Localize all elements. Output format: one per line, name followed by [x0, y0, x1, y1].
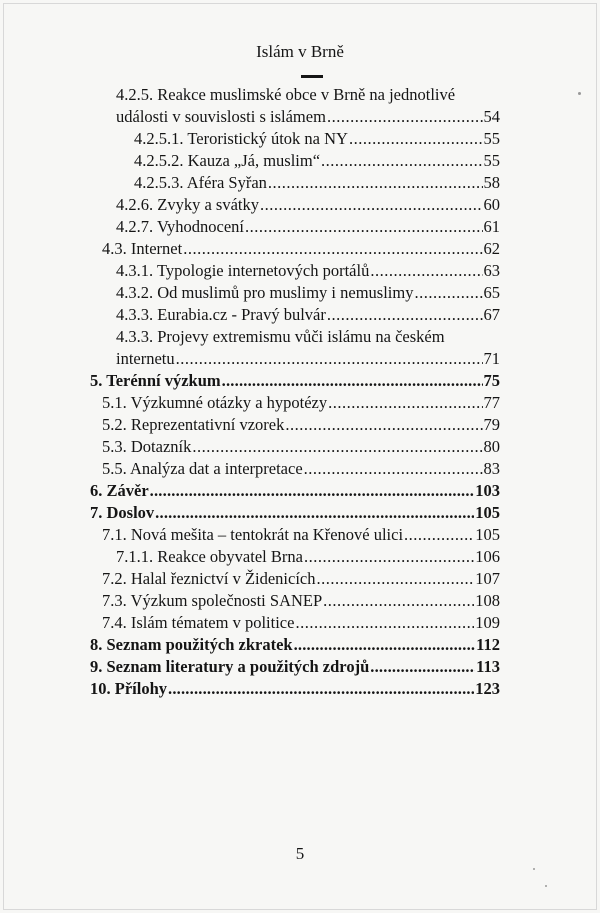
dot-leader: [321, 150, 482, 172]
toc-entry-page: 80: [483, 437, 500, 456]
dot-leader: [295, 612, 474, 634]
toc-entry-title: 4.2.5.1. Teroristický útok na NY: [134, 129, 348, 148]
toc-entry-page: 67: [483, 305, 500, 324]
toc-entry-title: 7.3. Výzkum společnosti SANEP: [102, 591, 323, 610]
dot-leader: [268, 172, 483, 194]
toc-entry-5-2[interactable]: [90, 414, 500, 436]
toc-entry-4-3-3-eurabia[interactable]: [90, 304, 500, 326]
toc-entry-4-2-5-line1: 4.2.5. Reakce muslimské obce v Brně na jednotlivé: [116, 85, 456, 104]
toc-entry-5-5[interactable]: [90, 458, 500, 480]
dot-leader: [155, 502, 474, 524]
toc-entry-page: 65: [483, 283, 500, 302]
toc-entry-page: 79: [483, 415, 500, 434]
dot-leader: [260, 194, 483, 216]
scan-speck: [533, 868, 535, 870]
dot-leader: [370, 656, 475, 678]
toc-entry-page: 77: [483, 393, 500, 412]
toc-entry-4-2-5[interactable]: [90, 106, 500, 128]
toc-entry-page: 55: [483, 151, 500, 170]
toc-entry-5-1[interactable]: [90, 392, 500, 414]
toc-entry-4-3-2[interactable]: [90, 282, 500, 304]
toc-chapter-8[interactable]: [90, 634, 500, 656]
toc-entry-page: 60: [483, 195, 500, 214]
toc-entry-7-4[interactable]: [90, 612, 500, 634]
toc-entry-title: 4.2.6. Zvyky a svátky: [116, 195, 259, 214]
toc-entry-title: 5. Terénní výzkum: [90, 371, 221, 390]
toc-entry-4-3-1[interactable]: [90, 260, 500, 282]
toc-entry-title: 4.3.2. Od muslimů pro muslimy i nemuslimy: [116, 283, 414, 302]
toc-entry-page: 113: [476, 657, 500, 676]
toc-entry-4-3-3-extremismus-line1: 4.3.3. Projevy extremismu vůči islámu na českém: [116, 327, 445, 346]
toc-entry-title: 7.2. Halal řeznictví v Židenicích: [102, 569, 316, 588]
toc-entry-7-2[interactable]: [90, 568, 500, 590]
dot-leader: [317, 568, 475, 590]
toc-entry-7-3[interactable]: [90, 590, 500, 612]
toc-entry-page: 107: [475, 569, 500, 588]
dot-leader: [168, 678, 474, 700]
toc-chapter-5[interactable]: [90, 370, 500, 392]
toc-chapter-9[interactable]: [90, 656, 500, 678]
toc-entry-4-2-5-1[interactable]: [90, 128, 500, 150]
toc-entry-title: 4.2.5.3. Aféra Syřan: [134, 173, 267, 192]
toc-entry-page: 58: [483, 173, 500, 192]
toc-entry-title: 6. Závěr: [90, 481, 149, 500]
toc-chapter-7[interactable]: [90, 502, 500, 524]
toc-entry-page: 112: [476, 635, 500, 654]
toc-entry-title: internetu: [116, 349, 175, 368]
dot-leader: [328, 392, 482, 414]
scan-speck: [545, 885, 547, 887]
toc-entry-7-1[interactable]: [90, 524, 500, 546]
page-number: 5: [295, 844, 305, 863]
dot-leader: [327, 304, 483, 326]
dot-leader: [192, 436, 482, 458]
toc-entry-title: 4.2.5.2. Kauza „Já, muslim“: [134, 151, 321, 170]
toc-entry-title: 5.3. Dotazník: [102, 437, 192, 456]
toc-entry-page: 105: [475, 525, 500, 544]
toc-entry-page: 106: [475, 547, 500, 566]
toc-entry-title: 7.4. Islám tématem v politice: [102, 613, 295, 632]
dot-leader: [222, 370, 483, 392]
toc-entry-4-2-6[interactable]: [90, 194, 500, 216]
toc-entry-title: 7.1. Nová mešita – tentokrát na Křenové ulici: [102, 525, 404, 544]
toc-entry-7-1-1[interactable]: [90, 546, 500, 568]
toc-entry-title: 4.3.1. Typologie internetových portálů: [116, 261, 370, 280]
toc-entry-title: 7.1.1. Reakce obyvatel Brna: [116, 547, 303, 566]
table-of-contents: [90, 84, 500, 700]
toc-entry-page: 62: [483, 239, 500, 258]
toc-entry-4-3-3-extremismus[interactable]: [90, 348, 500, 370]
dot-leader: [245, 216, 482, 238]
toc-entry-page: 123: [475, 679, 500, 698]
toc-entry-page: 83: [483, 459, 500, 478]
dot-leader: [294, 634, 476, 656]
toc-entry-page: 75: [483, 371, 500, 390]
toc-entry-page: 109: [475, 613, 500, 632]
dot-leader: [414, 282, 482, 304]
toc-entry-4-2-5-3[interactable]: [90, 172, 500, 194]
toc-entry-page: 71: [483, 349, 500, 368]
toc-entry-title: 8. Seznam použitých zkratek: [90, 635, 293, 654]
toc-entry-page: 55: [483, 129, 500, 148]
toc-entry-title: 5.2. Reprezentativní vzorek: [102, 415, 285, 434]
toc-entry-title: 5.1. Výzkumné otázky a hypotézy: [102, 393, 328, 412]
toc-chapter-6[interactable]: [90, 480, 500, 502]
toc-entry-title: události v souvislosti s islámem: [116, 107, 326, 126]
toc-entry-page: 105: [475, 503, 500, 522]
dot-leader: [323, 590, 474, 612]
toc-entry-4-3[interactable]: [90, 238, 500, 260]
header-rule: [301, 75, 323, 78]
toc-entry-page: 103: [475, 481, 500, 500]
dot-leader: [304, 546, 474, 568]
dot-leader: [150, 480, 475, 502]
toc-entry-4-2-7[interactable]: [90, 216, 500, 238]
toc-chapter-10[interactable]: [90, 678, 500, 700]
toc-entry-page: 63: [483, 261, 500, 280]
toc-entry-page: 108: [475, 591, 500, 610]
dot-leader: [370, 260, 482, 282]
toc-entry-title: 4.3.3. Eurabia.cz - Pravý bulvár: [116, 305, 326, 324]
scan-speck: [578, 92, 581, 95]
toc-entry-page: 54: [483, 107, 500, 126]
toc-entry-title: 10. Přílohy: [90, 679, 167, 698]
dot-leader: [404, 524, 474, 546]
toc-entry-page: 61: [483, 217, 500, 236]
dot-leader: [176, 348, 483, 370]
dot-leader: [349, 128, 483, 150]
toc-entry-title: 9. Seznam literatury a použitých zdrojů: [90, 657, 370, 676]
dot-leader: [183, 238, 482, 260]
toc-entry-4-2-5-2[interactable]: [90, 150, 500, 172]
dot-leader: [285, 414, 482, 436]
dot-leader: [304, 458, 483, 480]
toc-entry-title: 4.3. Internet: [102, 239, 183, 258]
toc-entry-title: 5.5. Analýza dat a interpretace: [102, 459, 303, 478]
dot-leader: [327, 106, 483, 128]
toc-entry-title: 7. Doslov: [90, 503, 155, 522]
toc-entry-5-3[interactable]: [90, 436, 500, 458]
running-title: Islám v Brně: [256, 42, 344, 61]
toc-entry-title: 4.2.7. Vyhodnocení: [116, 217, 245, 236]
